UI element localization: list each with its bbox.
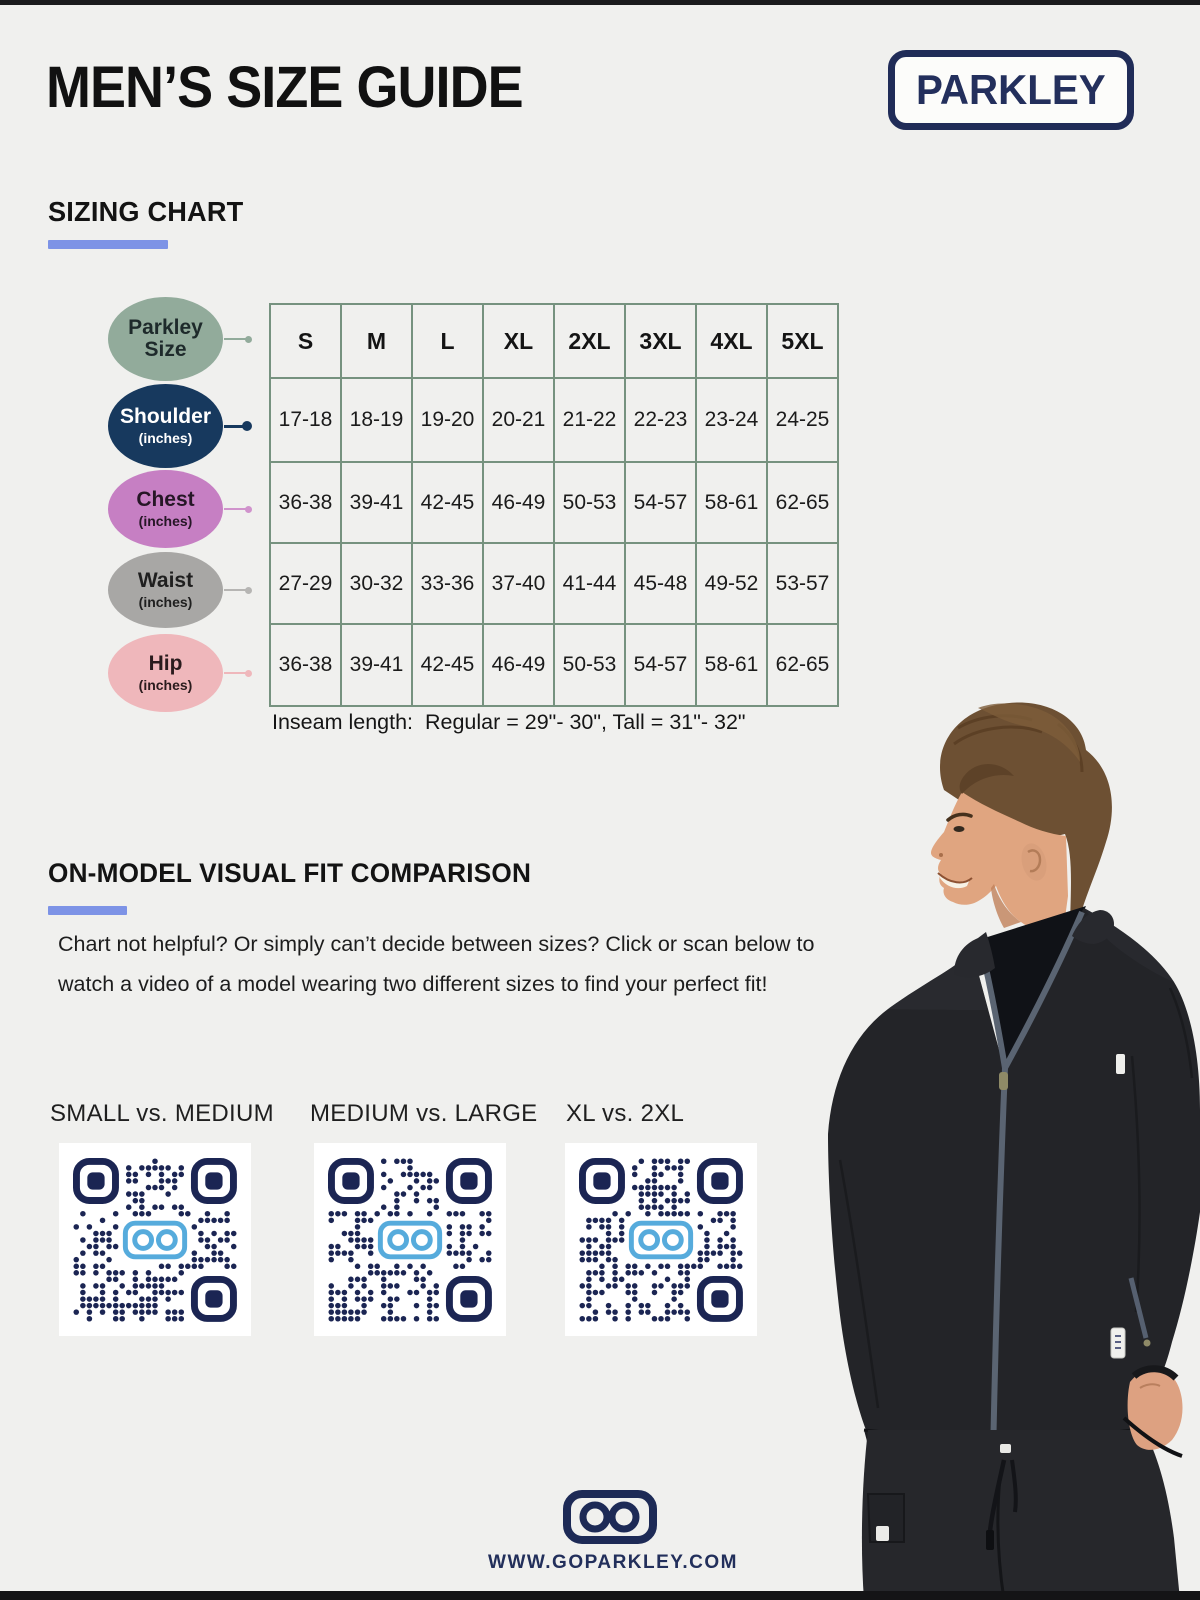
parkley-goggles-icon — [562, 1489, 658, 1545]
row-label-unit: (inches) — [138, 594, 193, 611]
size-cell: 50-53 — [554, 624, 625, 706]
column-header-l: L — [412, 304, 483, 378]
parkley-logo-text: PARKLEY — [916, 66, 1106, 113]
oval-connector — [224, 668, 254, 678]
row-label-text: Parkley Size — [128, 315, 203, 361]
website-link[interactable]: WWW.GOPARKLEY.COM — [488, 1552, 738, 1573]
size-cell: 30-32 — [341, 543, 412, 624]
row-label-oval-chest — [108, 470, 223, 548]
parkley-logo — [888, 50, 1134, 130]
size-cell: 21-22 — [554, 378, 625, 462]
size-cell: 39-41 — [341, 462, 412, 543]
page-title: MEN’S SIZE GUIDE — [46, 55, 523, 120]
size-cell: 46-49 — [483, 462, 554, 543]
row-label-text: Shoulder — [119, 405, 211, 429]
row-label-text: Hip — [148, 652, 183, 676]
fit-accent-bar — [48, 906, 127, 915]
qr-code-medium-vs-large[interactable] — [314, 1143, 506, 1336]
inseam-note: Inseam length: Regular = 29"- 30", Tall = 31"- 32" — [272, 710, 746, 734]
size-cell: 37-40 — [483, 543, 554, 624]
column-header-m: M — [341, 304, 412, 378]
column-header-s: S — [270, 304, 341, 378]
size-cell: 27-29 — [270, 543, 341, 624]
column-header-xl: XL — [483, 304, 554, 378]
qr-label: XL vs. 2XL — [566, 1100, 685, 1127]
size-cell: 58-61 — [696, 624, 767, 706]
size-row-chest — [270, 462, 838, 543]
column-header-4xl: 4XL — [696, 304, 767, 378]
oval-connector — [224, 504, 254, 514]
size-cell: 36-38 — [270, 624, 341, 706]
size-cell: 50-53 — [554, 462, 625, 543]
row-label-unit: (inches) — [138, 513, 193, 530]
size-row-waist — [270, 543, 838, 624]
qr-code-small-vs-medium[interactable] — [59, 1143, 251, 1336]
row-label-text: Chest — [136, 488, 195, 512]
fit-comparison-description: Chart not helpful? Or simply can’t decide between sizes? Click or scan below to watch a video of a model wearing two different sizes to find your perfect fit! — [58, 932, 815, 996]
column-header-3xl: 3XL — [625, 304, 696, 378]
oval-connector — [224, 334, 254, 344]
column-header-5xl: 5XL — [767, 304, 838, 378]
row-label-oval-parkley-size — [108, 297, 223, 381]
size-row-hip — [270, 624, 838, 706]
size-cell: 17-18 — [270, 378, 341, 462]
row-label-unit: (inches) — [138, 430, 193, 447]
size-cell: 36-38 — [270, 462, 341, 543]
size-cell: 18-19 — [341, 378, 412, 462]
column-header-2xl: 2XL — [554, 304, 625, 378]
size-cell: 41-44 — [554, 543, 625, 624]
size-cell: 33-36 — [412, 543, 483, 624]
size-cell: 20-21 — [483, 378, 554, 462]
row-label-oval-shoulder — [108, 384, 223, 468]
size-cell: 22-23 — [625, 378, 696, 462]
size-cell: 53-57 — [767, 543, 838, 624]
size-cell: 45-48 — [625, 543, 696, 624]
size-cell: 39-41 — [341, 624, 412, 706]
size-cell: 42-45 — [412, 462, 483, 543]
size-cell: 49-52 — [696, 543, 767, 624]
row-label-oval-waist — [108, 552, 223, 628]
model-photo — [828, 688, 1200, 1600]
qr-label: SMALL vs. MEDIUM — [50, 1100, 274, 1127]
size-cell: 42-45 — [412, 624, 483, 706]
size-cell: 62-65 — [767, 624, 838, 706]
size-cell: 54-57 — [625, 624, 696, 706]
size-cell: 62-65 — [767, 462, 838, 543]
sizing-chart-heading: SIZING CHART — [48, 196, 244, 227]
sizing-accent-bar — [48, 240, 168, 249]
size-cell: 58-61 — [696, 462, 767, 543]
size-cell: 54-57 — [625, 462, 696, 543]
size-row-shoulder — [270, 378, 838, 462]
oval-connector — [224, 585, 254, 595]
size-cell: 19-20 — [412, 378, 483, 462]
size-cell: 24-25 — [767, 378, 838, 462]
row-label-oval-hip — [108, 634, 223, 712]
bottom-border-bar — [0, 1591, 1200, 1600]
sizing-table — [269, 303, 839, 707]
fit-comparison-heading: ON-MODEL VISUAL FIT COMPARISON — [48, 858, 532, 888]
qr-code-xl-vs-2xl[interactable] — [565, 1143, 757, 1336]
top-border-bar — [0, 0, 1200, 5]
qr-label: MEDIUM vs. LARGE — [310, 1100, 538, 1127]
row-label-text: Waist — [137, 569, 194, 593]
oval-connector — [224, 421, 254, 431]
row-label-unit: (inches) — [138, 677, 193, 694]
size-cell: 46-49 — [483, 624, 554, 706]
size-cell: 23-24 — [696, 378, 767, 462]
